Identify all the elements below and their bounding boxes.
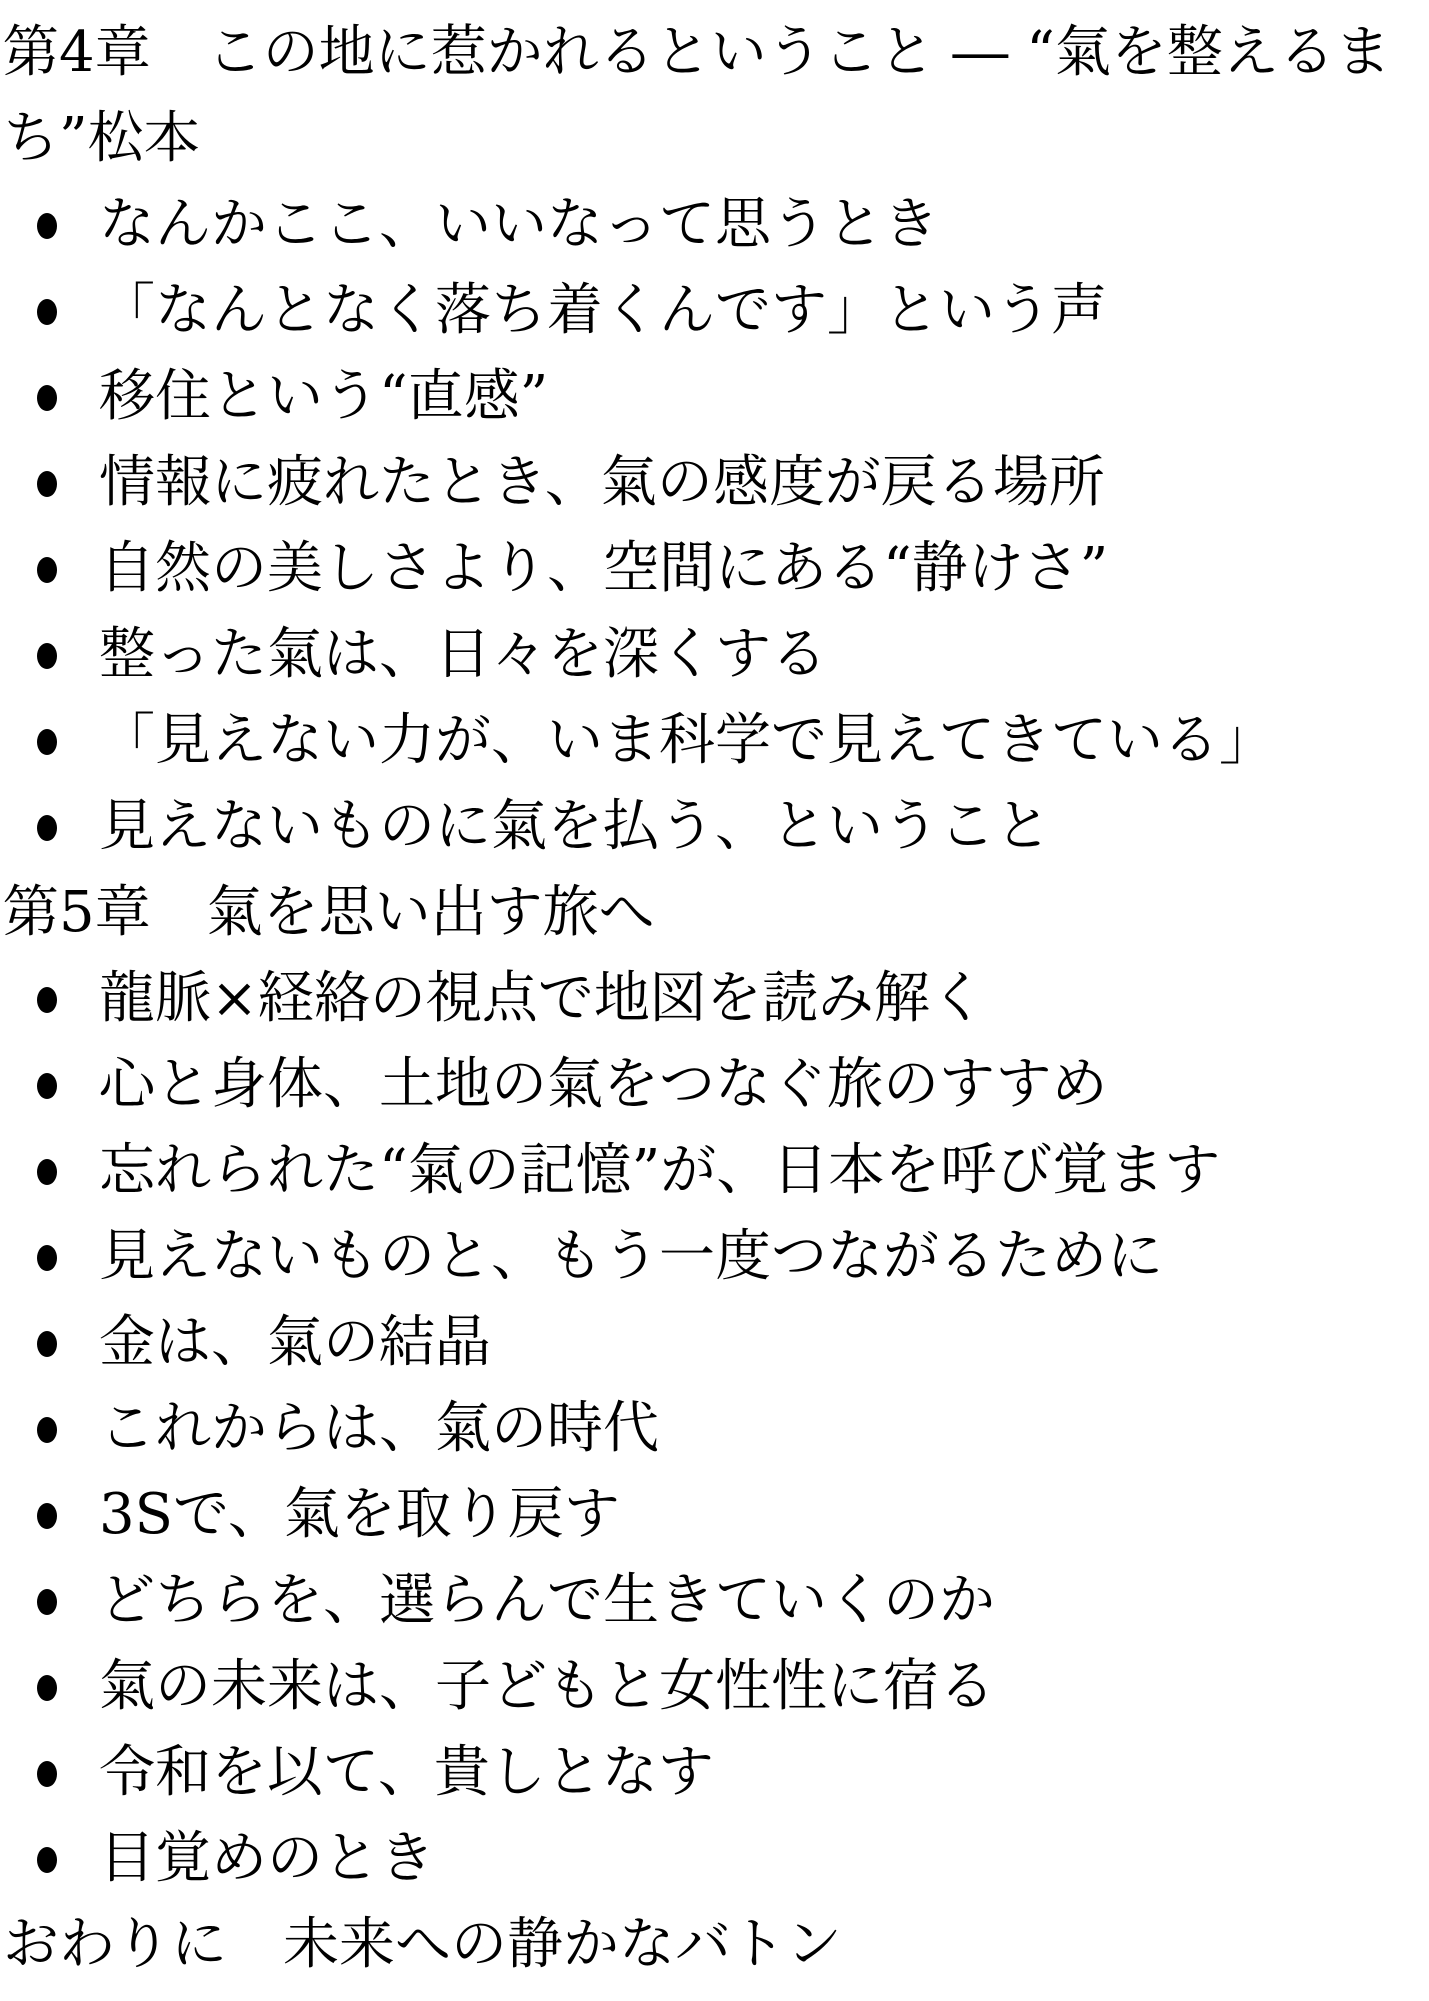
toc-item [3, 1386, 1429, 1472]
bullet-icon [37, 1503, 57, 1529]
bullet-icon [37, 1417, 57, 1443]
toc-item [3, 1558, 1429, 1644]
toc-item [3, 268, 1429, 354]
toc-item [3, 1300, 1429, 1386]
toc-item [3, 1816, 1429, 1902]
bullet-icon [37, 1331, 57, 1357]
toc-item-label: 移住という“直感” [99, 364, 549, 429]
bullet-icon [37, 1159, 57, 1185]
toc-item-label: 整った氣は、日々を深くする [99, 622, 827, 687]
toc-item [3, 440, 1429, 526]
toc-item-label: 「見えない力が、いま科学で見えてきている」 [99, 708, 1275, 773]
toc-item-label: 「なんとなく落ち着くんです」という声 [99, 278, 1107, 343]
toc-item-label: どちらを、選らんで生きていくのか [99, 1568, 995, 1633]
toc-item [3, 1730, 1429, 1816]
bullet-icon [37, 213, 57, 239]
toc-item-label: 情報に疲れたとき、氣の感度が戻る場所 [99, 450, 1105, 515]
chapter-5-heading: 第5章 氣を思い出す旅へ [3, 880, 655, 945]
bullet-icon [37, 1245, 57, 1271]
toc-item-label: 忘れられた“氣の記憶”が、日本を呼び覚ます [99, 1138, 1221, 1203]
toc-item [3, 1128, 1429, 1214]
bullet-icon [37, 471, 57, 497]
toc-item [3, 612, 1429, 698]
toc-item-label: 目覚めのとき [99, 1826, 435, 1891]
toc-item [3, 1214, 1429, 1300]
toc-item [3, 354, 1429, 440]
toc-item-label: 令和を以て、貴しとなす [99, 1740, 714, 1805]
toc-item [3, 784, 1429, 870]
bullet-icon [37, 643, 57, 669]
bullet-icon [37, 1761, 57, 1787]
bullet-icon [37, 729, 57, 755]
toc-item-label: 龍脈×経絡の視点で地図を読み解く [99, 966, 986, 1031]
toc-item [3, 526, 1429, 612]
toc-item [3, 1042, 1429, 1128]
chapter-4-heading: 第4章 この地に惹かれるということ ― “氣を整えるまち”松本 [3, 20, 1391, 171]
toc-item-label: 見えないものに氣を払う、ということ [99, 794, 1051, 859]
toc-item [3, 1472, 1429, 1558]
toc-item-label: 3Sで、氣を取り戻す [99, 1482, 620, 1547]
bullet-icon [37, 1847, 57, 1873]
toc-item-label: 氣の未来は、子どもと女性性に宿る [99, 1654, 995, 1719]
bullet-icon [37, 385, 57, 411]
toc-item [3, 956, 1429, 1042]
bullet-icon [37, 557, 57, 583]
bullet-icon [37, 299, 57, 325]
toc-item-label: 自然の美しさより、空間にある“静けさ” [99, 536, 1109, 601]
bullet-icon [37, 1675, 57, 1701]
chapter-4-toc-list [3, 182, 1429, 870]
toc-item [3, 182, 1429, 268]
toc-item-label: これからは、氣の時代 [99, 1396, 659, 1461]
epilogue-heading: おわりに 未来への静かなバトン [3, 1912, 842, 1977]
toc-item-label: 心と身体、土地の氣をつなぐ旅のすすめ [99, 1052, 1108, 1117]
chapter-5-toc-list [3, 956, 1429, 1902]
toc-item [3, 698, 1429, 784]
toc-item-label: 金は、氣の結晶 [99, 1310, 491, 1375]
bullet-icon [37, 1073, 57, 1099]
bullet-icon [37, 987, 57, 1013]
bullet-icon [37, 1589, 57, 1615]
bullet-icon [37, 815, 57, 841]
toc-item-label: 見えないものと、もう一度つながるために [99, 1224, 1163, 1289]
toc-item [3, 1644, 1429, 1730]
toc-item-label: なんかここ、いいなって思うとき [99, 192, 939, 257]
